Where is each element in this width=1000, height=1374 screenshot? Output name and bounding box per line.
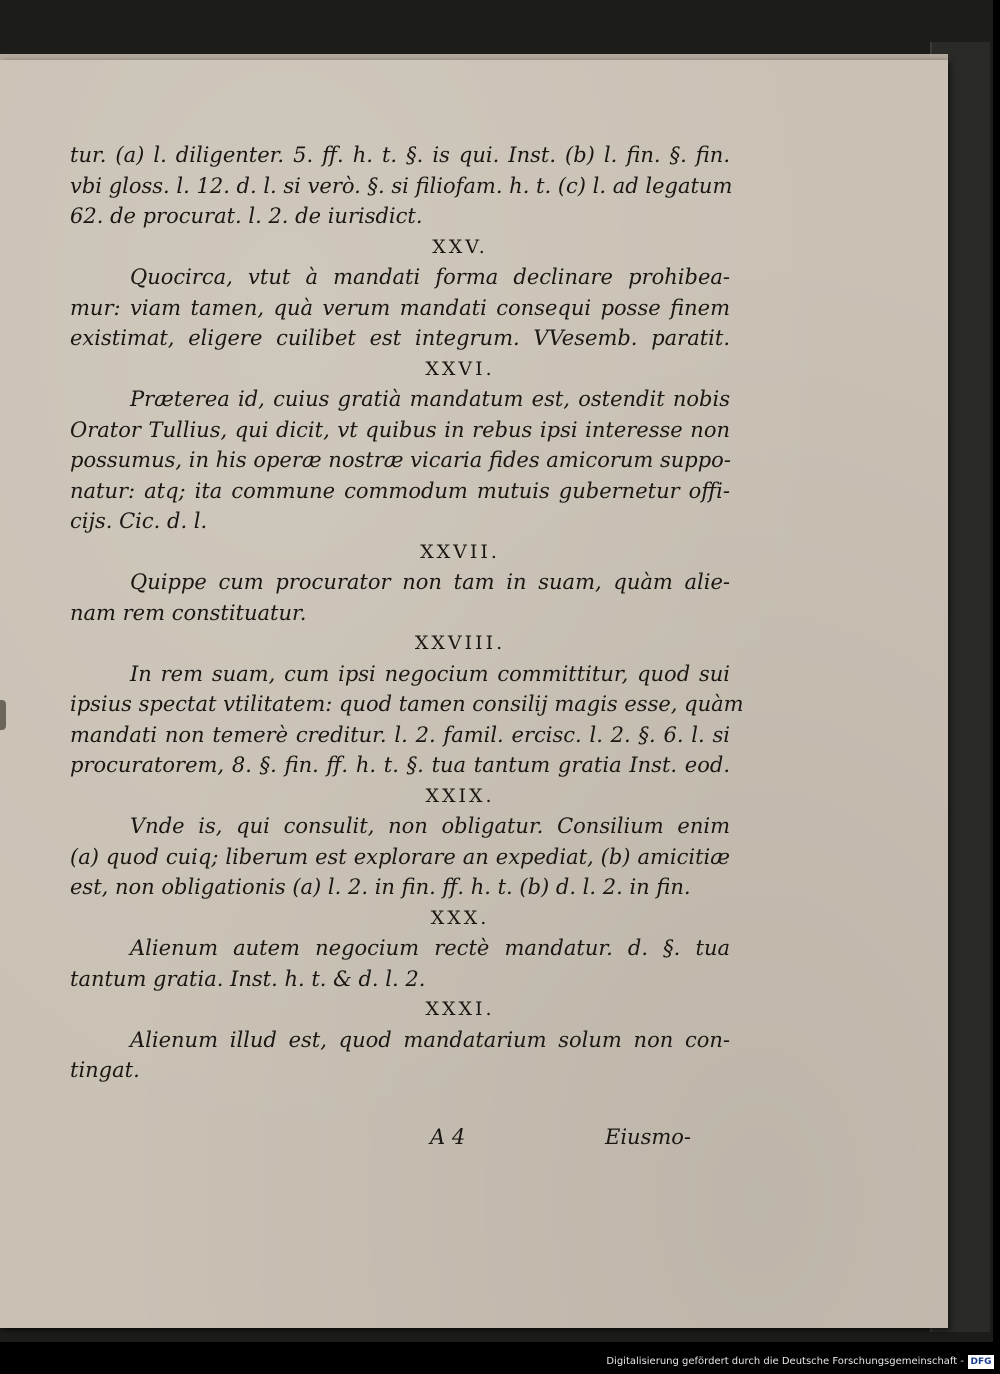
paragraph-first-line: Quippe cum procurator non tam in suam, quàm alie- (130, 570, 730, 594)
text-line: mandati non temerè creditur. l. 2. famil. ercisc. l. 2. §. 6. l. si (70, 722, 730, 747)
section-heading: XXVII. (420, 540, 500, 563)
text-line: vbi gloss. l. 12. d. l. si verò. §. si filiofam. h. t. (c) l. ad legatum (70, 173, 733, 198)
section-heading: XXX. (430, 906, 490, 929)
paragraph-first-line: Alienum autem negocium rectè mandatur. d. §. tua (130, 936, 730, 960)
page-text (70, 140, 744, 1086)
text-line: natur: atq; ita commune commodum mutuis gubernetur offi- (70, 478, 730, 503)
text-line: procuratorem, 8. §. fin. ff. h. t. §. tua tantum gratia Inst. eod. (70, 753, 730, 777)
text-line: existimat, eligere cuilibet est integrum. VVesemb. paratit. (70, 326, 730, 350)
paragraph-first-line: Vnde is, qui consulit, non obligatur. Consilium enim (130, 814, 730, 838)
signature-mark: A 4 (430, 1125, 466, 1149)
paragraph-first-line: Quocirca, vtut à mandati forma declinare prohibea- (130, 265, 730, 289)
section-heading: XXVIII. (414, 632, 506, 654)
catchword: Eiusmo- (605, 1125, 691, 1149)
text-line: nam rem constituatur. (70, 600, 307, 625)
text-line: ipsius spectat vtilitatem: quod tamen consilij magis esse, quàm (70, 692, 744, 716)
text-line: (a) quod cuiq; liberum est explorare an expediat, (b) amicitiӕ (70, 844, 730, 869)
paragraph-first-line: Alienum illud est, quod mandatarium solum non con- (130, 1027, 730, 1052)
text-line: mur: viam tamen, quà verum mandati consequi posse finem (70, 295, 730, 320)
margin-mark (0, 700, 6, 730)
section-heading: XXXI. (425, 998, 495, 1020)
text-line: tantum gratia. Inst. h. t. & d. l. 2. (70, 966, 426, 991)
section-heading: XXV. (432, 235, 488, 258)
section-heading: XXIX. (425, 784, 495, 807)
text-line: Orator Tullius, qui dicit, vt quibus in rebus ipsi interesse non (70, 417, 730, 442)
text-line: tingat. (70, 1058, 140, 1082)
text-line: possumus, in his operӕ nostrӕ vicaria fides amicorum suppo- (70, 448, 731, 472)
dfg-credit-text: Digitalisierung gefördert durch die Deutsche Forschungsgemeinschaft - (606, 1356, 964, 1367)
text-line: tur. (a) l. diligenter. 5. ff. h. t. §. is qui. Inst. (b) l. fin. §. fin. (70, 143, 730, 167)
paragraph-first-line: In rem suam, cum ipsi negocium committitur, quod sui (130, 661, 730, 686)
text-line: 62. de procurat. l. 2. de iurisdict. (70, 204, 423, 228)
text-line: cijs. Cic. d. l. (70, 509, 208, 533)
dfg-logo: DFG (968, 1355, 994, 1369)
section-heading: XXVI. (425, 357, 495, 380)
text-line: est, non obligationis (a) l. 2. in fin. ff. h. t. (b) d. l. 2. in fin. (70, 875, 691, 899)
paragraph-first-line: Prӕterea id, cuius gratià mandatum est, ostendit nobis (130, 387, 730, 411)
